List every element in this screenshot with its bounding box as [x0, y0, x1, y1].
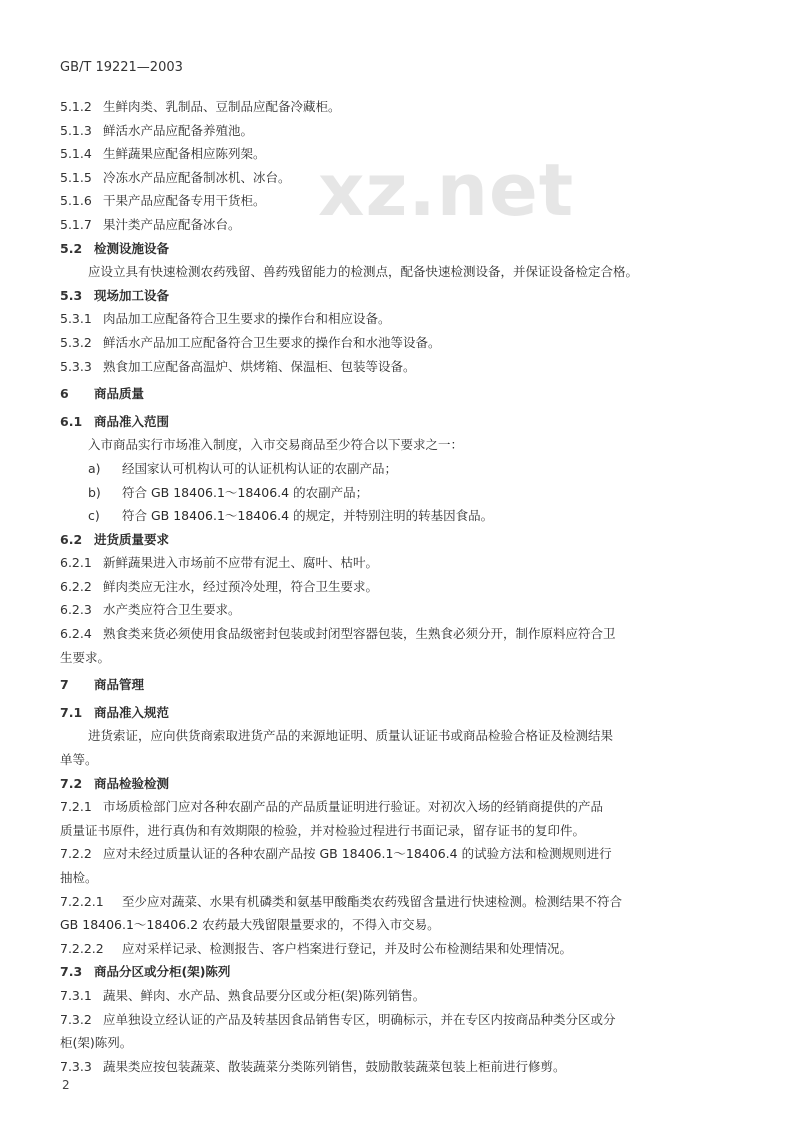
- section-heading: 7.1 商品准入规范: [60, 704, 170, 720]
- clause-line: 7.2.2.2 应对采样记录、检测报告、客户档案进行登记，并及时公布检测结果和处理情况。: [60, 940, 573, 956]
- watermark: xz.net: [318, 148, 575, 232]
- clause-line: 6.2.3 水产类应符合卫生要求。: [60, 602, 241, 618]
- section-heading: 6.1 商品准入范围: [60, 413, 170, 429]
- document-body: [60, 95, 745, 1078]
- paragraph: 进货索证，应向供货商索取进货产品的来源地证明、质量认证证书或商品检验合格证及检测结果: [88, 728, 614, 744]
- continuation-line: 质量证书原件，进行真伪和有效期限的检验，并对检验过程进行书面记录，留存证书的复印件。: [60, 822, 586, 838]
- paragraph: 应设立具有快速检测农药残留、兽药残留能力的检测点，配备快速检测设备，并保证设备检定合格。: [88, 264, 639, 280]
- clause-line: 7.2.1 市场质检部门应对各种农副产品的产品质量证明进行验证。对初次入场的经销商提供的产品: [60, 799, 604, 815]
- clause-line: 5.1.7 果汁类产品应配备冰台。: [60, 216, 241, 232]
- clause-line: 7.2.2.1 至少应对蔬菜、水果有机磷类和氨基甲酸酯类农药残留含量进行快速检测。检测结果不符合: [60, 893, 623, 909]
- clause-line: 5.1.4 生鲜蔬果应配备相应陈列架。: [60, 146, 266, 162]
- clause-line: 7.3.2 应单独设立经认证的产品及转基因食品销售专区，明确标示，并在专区内按商品种类分区或分: [60, 1011, 616, 1027]
- continuation-line: 单等。: [60, 752, 98, 768]
- clause-line: 5.3.3 熟食加工应配备高温炉、烘烤箱、保温柜、包装等设备。: [60, 358, 416, 374]
- section-heading: 6.2 进货质量要求: [60, 531, 170, 547]
- clause-line: 5.3.1 肉品加工应配备符合卫生要求的操作台和相应设备。: [60, 311, 391, 327]
- clause-line: 7.2.2 应对未经过质量认证的各种农副产品按 GB 18406.1～18406.4 的试验方法和检测规则进行: [60, 846, 612, 862]
- clause-line: 5.1.5 冷冻水产品应配备制冰机、冰台。: [60, 169, 291, 185]
- clause-line: 6.2.4 熟食类来货必须使用食品级密封包装或封闭型容器包装，生熟食必须分开，制作原料应符合卫: [60, 626, 616, 642]
- list-item: a) 经国家认可机构认可的认证机构认证的农副产品；: [88, 460, 398, 476]
- continuation-line: 生要求。: [60, 649, 111, 665]
- clause-line: 6.2.2 鲜肉类应无注水，经过预冷处理，符合卫生要求。: [60, 578, 379, 594]
- section-heading: 5.3 现场加工设备: [60, 287, 170, 303]
- chapter-heading: 6 商品质量: [60, 386, 145, 402]
- clause-line: 7.3.3 蔬果类应按包装蔬菜、散装蔬菜分类陈列销售，鼓励散装蔬菜包装上柜前进行修剪。: [60, 1058, 566, 1074]
- section-heading: 5.2 检测设施设备: [60, 240, 170, 256]
- list-item: b) 符合 GB 18406.1～18406.4 的农副产品；: [88, 484, 369, 500]
- continuation-line: GB 18406.1～18406.2 农药最大残留限量要求的，不得入市交易。: [60, 917, 440, 933]
- clause-line: 5.1.3 鲜活水产品应配备养殖池。: [60, 122, 254, 138]
- list-item: c) 符合 GB 18406.1～18406.4 的规定，并特别注明的转基因食品。: [88, 508, 494, 524]
- section-heading: 7.3 商品分区或分柜(架)陈列: [60, 964, 231, 980]
- continuation-line: 抽检。: [60, 870, 98, 885]
- clause-line: 6.2.1 新鲜蔬果进入市场前不应带有泥土、腐叶、枯叶。: [60, 555, 379, 571]
- paragraph: 入市商品实行市场准入制度，入市交易商品至少符合以下要求之一：: [88, 437, 464, 453]
- clause-line: 5.3.2 鲜活水产品加工应配备符合卫生要求的操作台和水池等设备。: [60, 334, 441, 350]
- section-heading: 7.2 商品检验检测: [60, 775, 170, 791]
- page-number: 2: [62, 1078, 70, 1092]
- clause-line: 5.1.2 生鲜肉类、乳制品、豆制品应配备冷藏柜。: [60, 99, 341, 114]
- clause-line: 5.1.6 干果产品应配备专用干货柜。: [60, 193, 266, 209]
- chapter-heading: 7 商品管理: [60, 677, 145, 693]
- standard-code: GB/T 19221—2003: [60, 60, 183, 75]
- clause-line: 7.3.1 蔬果、鲜肉、水产品、熟食品要分区或分柜(架)陈列销售。: [60, 987, 426, 1003]
- continuation-line: 柜(架)陈列。: [60, 1035, 133, 1051]
